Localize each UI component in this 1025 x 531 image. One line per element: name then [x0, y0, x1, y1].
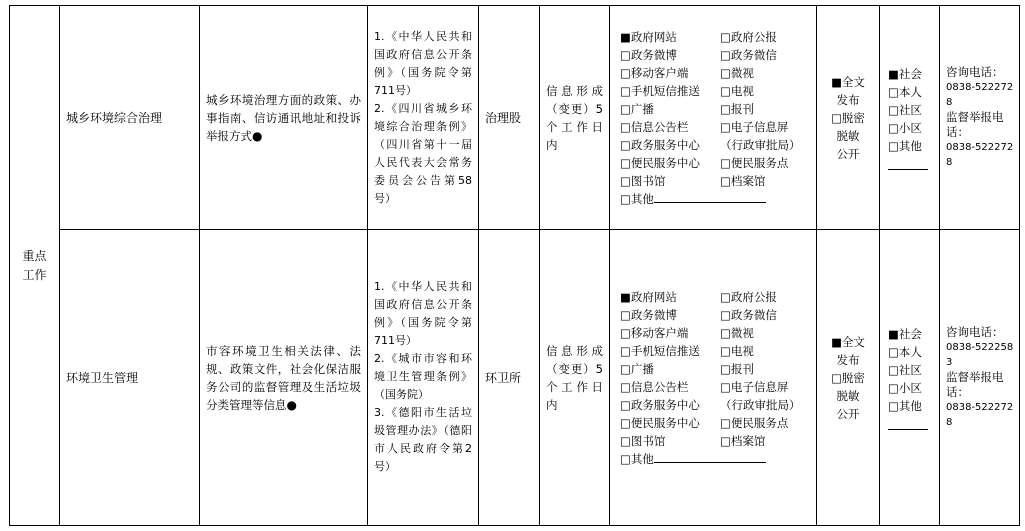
table-row — [10, 230, 1020, 526]
disclosure-table — [9, 5, 1020, 526]
scope-option[interactable]: □本人 — [888, 345, 922, 359]
channel-option[interactable]: ■政府网站 — [620, 29, 677, 44]
channel-option[interactable]: □便民服务中心 — [620, 415, 700, 430]
dept-cell — [479, 230, 540, 526]
item-cell — [60, 230, 200, 526]
channel-option[interactable]: □微视 — [720, 325, 754, 340]
channel-option[interactable]: □手机短信推送 — [620, 83, 700, 98]
pub-mode-text: 公开 — [836, 406, 860, 421]
supervise-phone: 0838-5222728 — [946, 402, 1014, 428]
scope-option[interactable]: □本人 — [888, 85, 922, 99]
supervise-label: 监督举报电话： — [946, 370, 1004, 399]
channel-other[interactable]: □其他 — [620, 190, 812, 208]
basis-text: 1.《中华人民共和国政府信息公开条例》（国务院令第711号） 2.《四川省城乡环境综合治理条例》（四川省第十一届人民代表大会常务委员会公告第58号） — [374, 30, 472, 205]
channel-option[interactable]: □信息公告栏 — [620, 119, 689, 134]
pub-mode-text: 发布 — [836, 92, 860, 107]
consult-phone: 0838-5222728 — [946, 82, 1014, 108]
channel-option[interactable]: □电视 — [720, 343, 754, 358]
consult-label: 咨询电话： — [946, 65, 1004, 79]
channel-option[interactable]: □政务微博 — [620, 47, 677, 62]
channel-option[interactable]: □电视 — [720, 83, 754, 98]
other-blank-line[interactable] — [654, 450, 766, 463]
pub-mode-text: 脱敏 — [836, 388, 860, 403]
item-name: 环境卫生管理 — [66, 371, 139, 385]
table-row — [10, 6, 1020, 230]
channel-option[interactable]: □图书馆 — [620, 433, 666, 448]
consult-phone: 0838-5222583 — [946, 342, 1014, 368]
time-limit: 信息形成（变更）5个工作日内 — [546, 83, 603, 152]
channel-option[interactable]: □电子信息屏 — [720, 379, 789, 394]
item-name: 城乡环境综合治理 — [66, 111, 163, 125]
pub-mode-cell — [817, 230, 880, 526]
channel-option[interactable]: □便民服务中心 — [620, 155, 700, 170]
pub-mode-option[interactable]: ■全文 — [831, 334, 865, 349]
pub-mode-cell — [817, 6, 880, 230]
dept-cell — [479, 6, 540, 230]
channel-option[interactable]: ■政府网站 — [620, 289, 677, 304]
channel-option-note: （行政审批局） — [720, 397, 801, 412]
channel-option[interactable]: □档案馆 — [720, 433, 766, 448]
basis-text: 1.《中华人民共和国政府信息公开条例》（国务院令第711号） 2.《城市市容和环境卫生管理条例》（国务院） 3.《德阳市生活垃圾管理办法》（德阳市人民政府令第2号） — [374, 280, 472, 473]
channel-option[interactable]: □政务服务中心 — [620, 137, 700, 152]
scope-option[interactable]: □社区 — [888, 103, 922, 117]
channel-list — [620, 28, 812, 190]
supervise-phone: 0838-5222728 — [946, 142, 1014, 168]
time-cell — [540, 230, 610, 526]
content-text: 市容环境卫生相关法律、法规、政策文件，社会化保洁服务公司的监督管理及生活垃圾分类管理等信息 — [206, 343, 361, 412]
time-cell — [540, 6, 610, 230]
content-text: 城乡环境治理方面的政策、办事指南、信访通讯地址和投诉举报方式 — [206, 92, 361, 143]
pub-mode-text: 脱敏 — [836, 128, 860, 143]
item-cell — [60, 6, 200, 230]
bullet-marker: ● — [286, 397, 297, 412]
scope-option[interactable]: □其他 — [888, 139, 922, 153]
pub-mode-option[interactable]: ■全文 — [831, 74, 865, 89]
channel-option[interactable]: □政务微信 — [720, 47, 777, 62]
scope-cell — [880, 6, 940, 230]
scope-option[interactable]: □其他 — [888, 399, 922, 413]
channel-option[interactable]: □便民服务点 — [720, 415, 789, 430]
pub-mode-text: 发布 — [836, 352, 860, 367]
channel-option[interactable]: □报刊 — [720, 101, 754, 116]
basis-cell — [368, 6, 479, 230]
consult-label: 咨询电话： — [946, 325, 1004, 339]
content-cell — [200, 230, 368, 526]
basis-cell — [368, 230, 479, 526]
scope-blank-line[interactable] — [888, 157, 928, 170]
category-label: 重点 工作 — [22, 248, 47, 282]
channel-option-note: （行政审批局） — [720, 137, 801, 152]
contact-cell — [940, 230, 1020, 526]
channel-option[interactable]: □政务微博 — [620, 307, 677, 322]
channel-option[interactable]: □移动客户端 — [620, 325, 689, 340]
channel-option[interactable]: □手机短信推送 — [620, 343, 700, 358]
channel-option[interactable]: □广播 — [620, 361, 654, 376]
channel-option[interactable]: □报刊 — [720, 361, 754, 376]
channel-option[interactable]: □政务服务中心 — [620, 397, 700, 412]
supervise-label: 监督举报电话： — [946, 110, 1004, 139]
channels-cell — [610, 230, 817, 526]
category-cell — [10, 6, 60, 526]
channel-option[interactable]: □广播 — [620, 101, 654, 116]
channel-option[interactable]: □信息公告栏 — [620, 379, 689, 394]
scope-option[interactable]: □小区 — [888, 121, 922, 135]
bullet-marker: ● — [252, 128, 263, 143]
channel-option[interactable]: □政府公报 — [720, 29, 777, 44]
content-cell — [200, 6, 368, 230]
scope-blank-line[interactable] — [888, 417, 928, 430]
pub-mode-option[interactable]: □脱密 — [831, 370, 865, 385]
scope-cell — [880, 230, 940, 526]
channel-list — [620, 288, 812, 450]
channel-option[interactable]: □移动客户端 — [620, 65, 689, 80]
channel-option[interactable]: □微视 — [720, 65, 754, 80]
channel-option[interactable]: □电子信息屏 — [720, 119, 789, 134]
scope-option[interactable]: □社区 — [888, 363, 922, 377]
channel-option[interactable]: □档案馆 — [720, 173, 766, 188]
dept-name: 治理股 — [485, 111, 522, 125]
channel-option[interactable]: □政务微信 — [720, 307, 777, 322]
channels-cell — [610, 6, 817, 230]
pub-mode-text: 公开 — [836, 146, 860, 161]
scope-option[interactable]: □小区 — [888, 381, 922, 395]
contact-cell — [940, 6, 1020, 230]
other-blank-line[interactable] — [654, 190, 766, 203]
channel-option[interactable]: □政府公报 — [720, 289, 777, 304]
channel-other[interactable]: □其他 — [620, 450, 812, 468]
scope-option[interactable]: ■社会 — [888, 327, 922, 341]
scope-option[interactable]: ■社会 — [888, 67, 922, 81]
time-limit: 信息形成（变更）5个工作日内 — [546, 343, 603, 412]
channel-option[interactable]: □便民服务点 — [720, 155, 789, 170]
pub-mode-option[interactable]: □脱密 — [831, 110, 865, 125]
channel-option[interactable]: □图书馆 — [620, 173, 666, 188]
dept-name: 环卫所 — [485, 371, 522, 385]
